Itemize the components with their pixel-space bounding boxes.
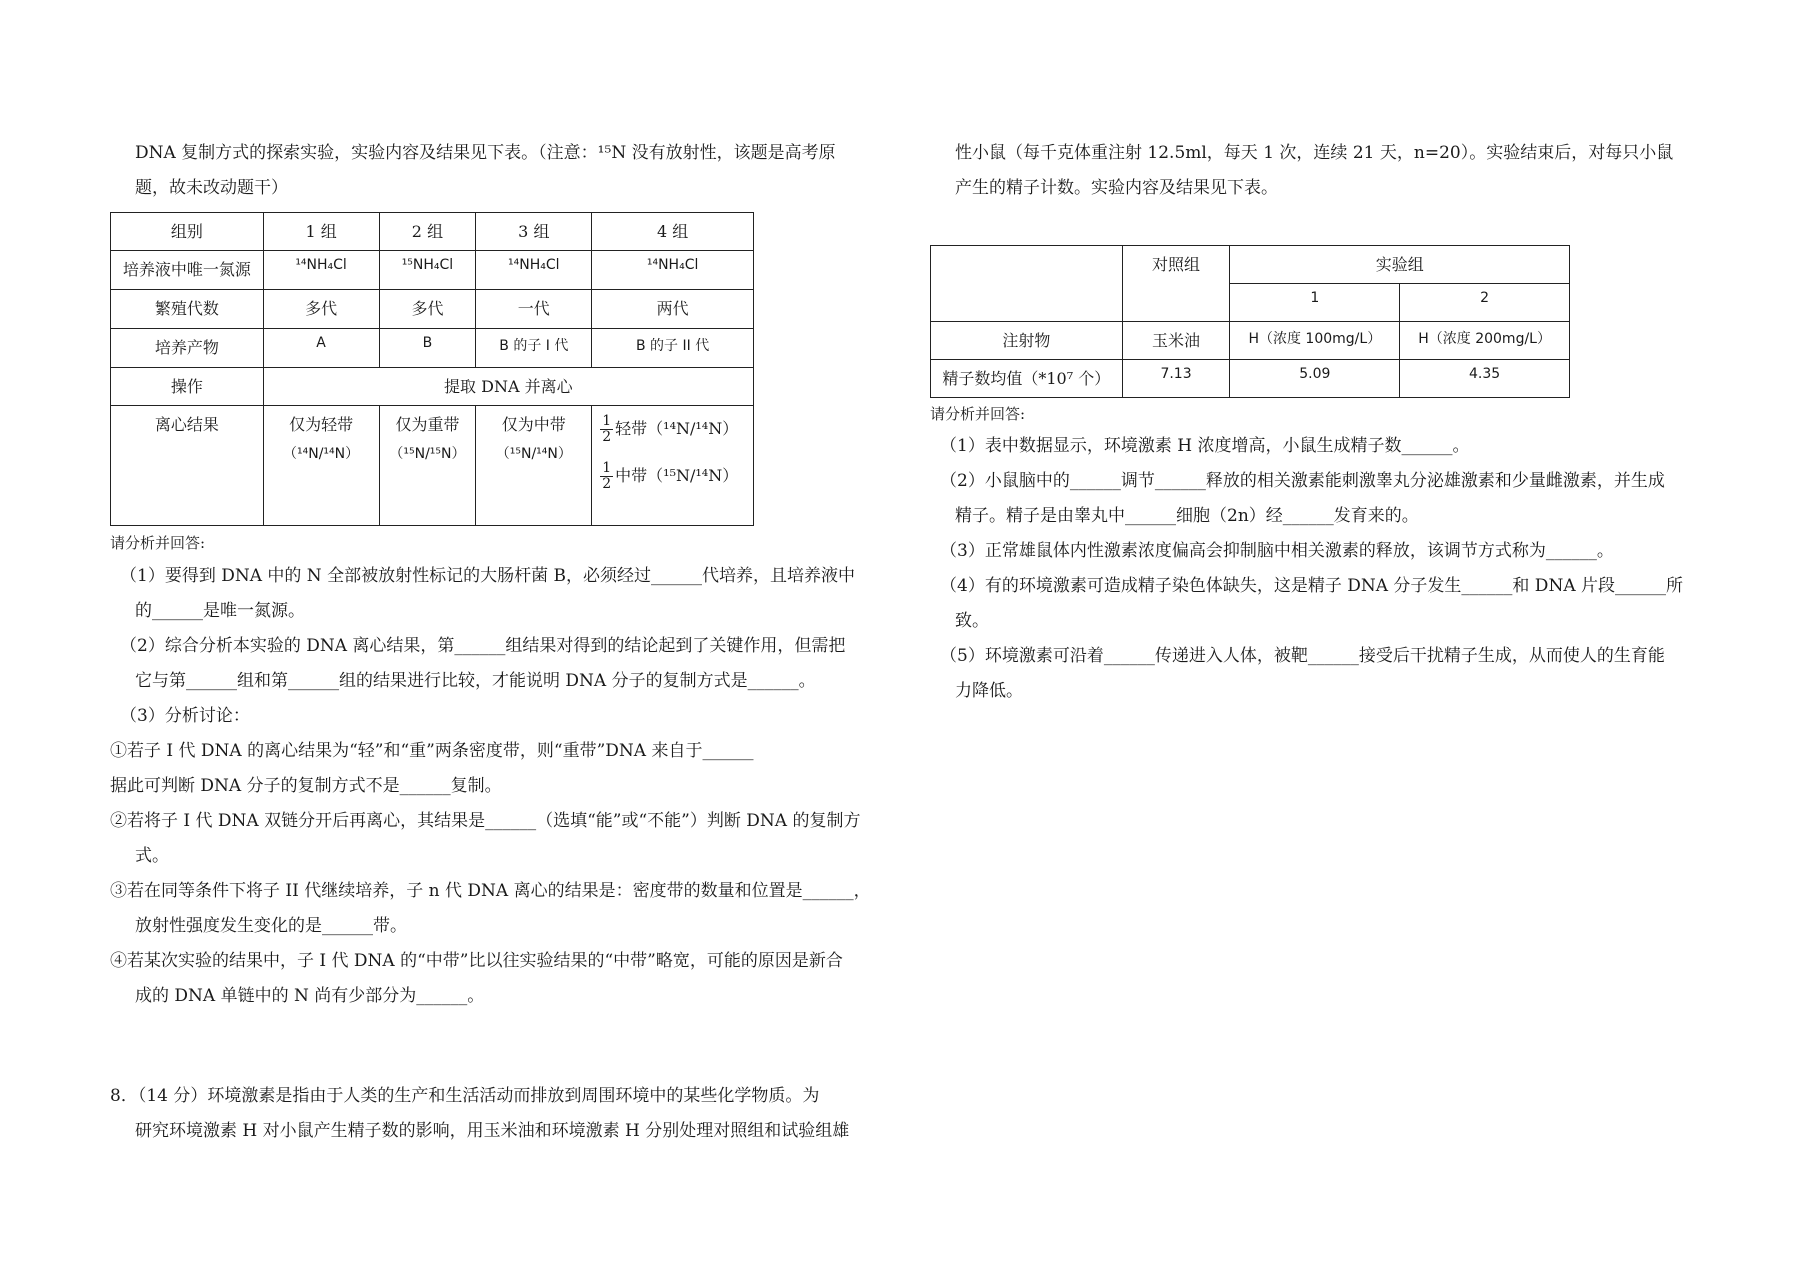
table-cell: 1 组 [263, 213, 379, 251]
q4-line-1: （4）有的环境激素可造成精子染色体缺失，这是精子 DNA 分子发生______和 DNA 片段______所 [940, 576, 1683, 596]
table-row [111, 368, 754, 406]
q5-line-1: （5）环境激素可沿着______传递进入人体，被靶______接受后干扰精子生成，从而使人的生育能 [940, 646, 1665, 666]
q8-line-2: 研究环境激素 H 对小鼠产生精子数的影响，用玉米油和环境激素 H 分别处理对照组和试验组雄 [135, 1121, 850, 1141]
prompt: 请分析并回答: [110, 534, 206, 552]
table-row [931, 360, 1570, 398]
table-cell: B 的子 II 代 [592, 329, 754, 368]
fraction [600, 414, 613, 445]
table-cell: ¹⁴NH₄Cl [263, 251, 379, 290]
result-text: 仅为重带 [395, 415, 460, 434]
q2-line-1: （2）小鼠脑中的______调节______释放的相关激素能刺激睾丸分泌雄激素和少量雌激素，并生成 [940, 471, 1665, 491]
table-cell: 培养液中唯一氮源 [111, 251, 264, 290]
q8-line-1: 8．（14 分）环境激素是指由于人类的生产和生活活动而排放到周围环境中的某些化学物质。为 [110, 1086, 820, 1106]
table-cell: 操作 [111, 368, 264, 406]
table-cell: H（浓度 200mg/L） [1400, 322, 1570, 360]
q2-line-2: 精子。精子是由睾丸中______细胞（2n）经______发育来的。 [955, 506, 1419, 526]
result-sub: （¹⁴N/¹⁴N） [283, 446, 360, 462]
table-cell: 两代 [592, 290, 754, 329]
q4-line-2: 致。 [955, 611, 989, 631]
q1: （1）表中数据显示，环境激素 H 浓度增高，小鼠生成精子数______。 [940, 436, 1470, 456]
result-fraction-line [600, 414, 751, 445]
table-cell: 2 [1400, 284, 1570, 322]
fraction-numerator: 1 [602, 460, 612, 476]
table-cell: ¹⁴NH₄Cl [592, 251, 754, 290]
q2-line-1: （2）综合分析本实验的 DNA 离心结果，第______组结果对得到的结论起到了关键作用，但需把 [120, 636, 846, 656]
table-cell: 5.09 [1230, 360, 1400, 398]
table-cell: 1 [1230, 284, 1400, 322]
table-cell: 提取 DNA 并离心 [263, 368, 753, 406]
table-cell [476, 406, 592, 526]
table-cell: 3 组 [476, 213, 592, 251]
table-cell: ¹⁴NH₄Cl [476, 251, 592, 290]
table-cell: 注射物 [931, 322, 1123, 360]
table-cell: A [263, 329, 379, 368]
table-cell [379, 406, 476, 526]
table-cell: 组别 [111, 213, 264, 251]
table-cell: ¹⁵NH₄Cl [379, 251, 476, 290]
result-sub: （¹⁵N/¹⁴N） [495, 446, 572, 462]
q3b-line-2: 式。 [135, 846, 169, 866]
table-row [111, 329, 754, 368]
q1-line-1: （1）要得到 DNA 中的 N 全部被放射性标记的大肠杆菌 B，必须经过______代培养，且培养液中 [120, 566, 855, 586]
table-cell: 2 组 [379, 213, 476, 251]
result-sub: （¹⁵N/¹⁵N） [389, 446, 466, 462]
fraction-denominator: 2 [602, 429, 612, 445]
table-row [111, 251, 754, 290]
table-cell: 精子数均值（*10⁷ 个） [931, 360, 1123, 398]
q3: （3）正常雄鼠体内性激素浓度偏高会抑制脑中相关激素的释放，该调节方式称为______。 [940, 541, 1614, 561]
result-text: 仅为中带 [501, 415, 566, 434]
table-cell: 多代 [379, 290, 476, 329]
q3d-line-1: ④若某次实验的结果中，子 I 代 DNA 的“中带”比以往实验结果的“中带”略宽，可能的原因是新合 [110, 951, 843, 971]
table-row [111, 406, 754, 526]
q2-line-2: 它与第______组和第______组的结果进行比较，才能说明 DNA 分子的复制方式是______。 [135, 671, 816, 691]
result-text: 仅为轻带 [289, 415, 354, 434]
dna-experiment-table [110, 212, 754, 526]
table-cell: 对照组 [1122, 246, 1230, 322]
q3b-line-1: ②若将子 I 代 DNA 双链分开后再离心，其结果是______（选填“能”或“不能”）判断 DNA 的复制方 [110, 811, 861, 831]
table-header-row [111, 213, 754, 251]
table-cell: 多代 [263, 290, 379, 329]
table-cell [592, 406, 754, 526]
q3c-line-2: 放射性强度发生变化的是______带。 [135, 916, 407, 936]
table-cell: 离心结果 [111, 406, 264, 526]
intro-line-2: 产生的精子计数。实验内容及结果见下表。 [955, 178, 1278, 198]
q3d-line-2: 成的 DNA 单链中的 N 尚有少部分为______。 [135, 986, 485, 1006]
prompt: 请分析并回答: [930, 405, 1026, 423]
intro-line-2: 题，故未改动题干） [135, 178, 288, 198]
table-cell: H（浓度 100mg/L） [1230, 322, 1400, 360]
q3c-line-1: ③若在同等条件下将子 II 代继续培养，子 n 代 DNA 离心的结果是：密度带的数量和位置是______， [110, 881, 871, 901]
table-cell: 4 组 [592, 213, 754, 251]
table-cell: 玉米油 [1122, 322, 1230, 360]
result-text: 中带（¹⁵N/¹⁴N） [615, 466, 739, 485]
intro-line-1: DNA 复制方式的探索实验，实验内容及结果见下表。（注意：¹⁵N 没有放射性，该题是高考原 [135, 143, 836, 163]
table-cell: 7.13 [1122, 360, 1230, 398]
table-cell: 实验组 [1230, 246, 1570, 284]
table-cell: 培养产物 [111, 329, 264, 368]
table-row [111, 290, 754, 329]
table-cell [931, 246, 1123, 322]
q5-line-2: 力降低。 [955, 681, 1023, 701]
table-cell [263, 406, 379, 526]
table-header-row [931, 246, 1570, 284]
result-text: 轻带（¹⁴N/¹⁴N） [615, 419, 739, 438]
fraction-denominator: 2 [602, 476, 612, 492]
fraction [600, 461, 613, 492]
table-cell: 4.35 [1400, 360, 1570, 398]
sperm-count-table [930, 245, 1570, 398]
intro-line-1: 性小鼠（每千克体重注射 12.5ml，每天 1 次，连续 21 天，n=20）。实验结束后，对每只小鼠 [955, 143, 1674, 163]
result-fraction-line [600, 461, 751, 492]
q3a-line-1: ①若子 I 代 DNA 的离心结果为“轻”和“重”两条密度带，则“重带”DNA 来自于______ [110, 741, 754, 761]
q1-line-2: 的______是唯一氮源。 [135, 601, 305, 621]
table-cell: 一代 [476, 290, 592, 329]
table-cell: B [379, 329, 476, 368]
fraction-numerator: 1 [602, 413, 612, 429]
table-cell: 繁殖代数 [111, 290, 264, 329]
q3-heading: （3）分析讨论： [120, 706, 250, 726]
table-cell: B 的子 I 代 [476, 329, 592, 368]
table-row [931, 322, 1570, 360]
q3a-line-2: 据此可判断 DNA 分子的复制方式不是______复制。 [110, 776, 502, 796]
